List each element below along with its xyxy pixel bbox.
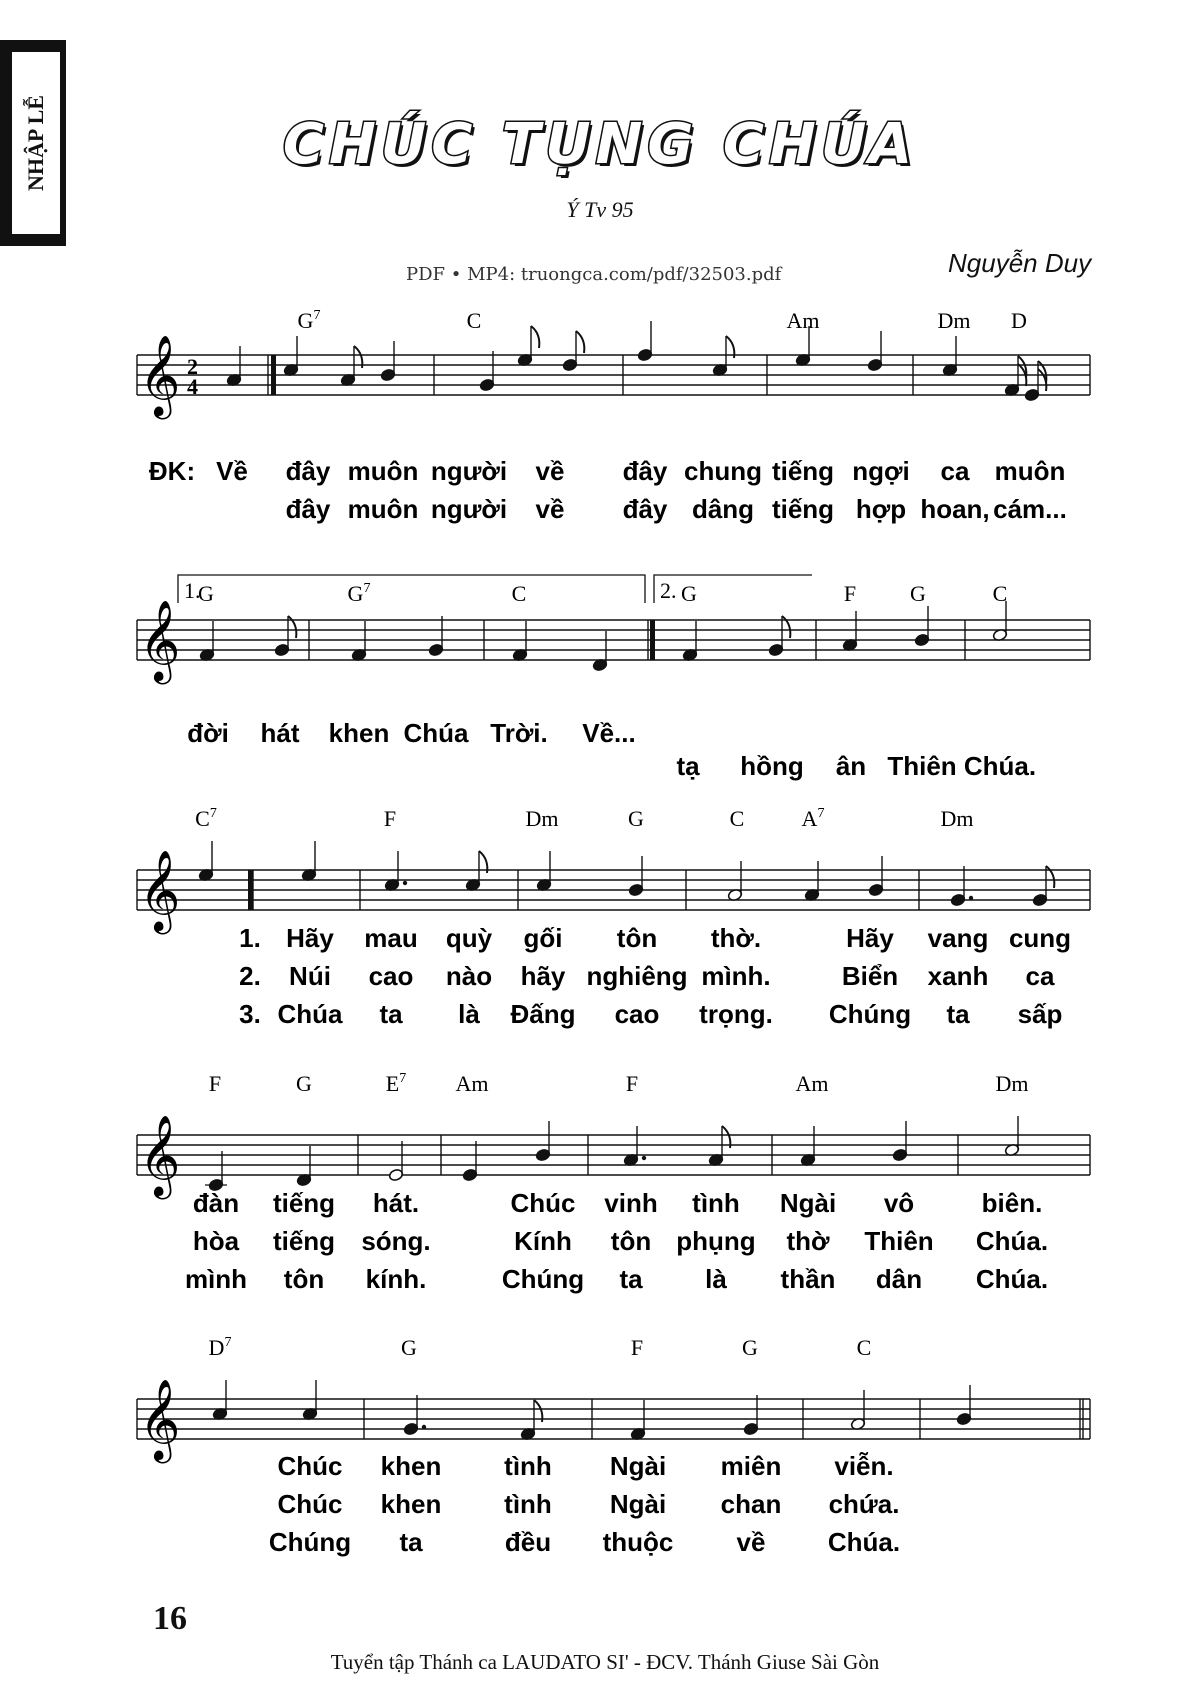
chord-root: G bbox=[910, 581, 926, 606]
chord-symbol bbox=[941, 806, 974, 831]
lyric-syllable: Về bbox=[216, 456, 248, 486]
chord-root: G bbox=[628, 806, 644, 831]
lyric-syllable: Chúa. bbox=[975, 1226, 1049, 1256]
lyric-syllable: phụng bbox=[676, 1226, 756, 1256]
lyric-syllable: khen bbox=[328, 718, 390, 748]
lyric-syllable: Chúa. bbox=[963, 751, 1037, 781]
lyric-syllable: trọng. bbox=[699, 999, 773, 1029]
lyric-syllable: đây bbox=[285, 456, 331, 486]
chord-root: D bbox=[1011, 308, 1027, 333]
chord-root: Am bbox=[795, 1071, 829, 1096]
chord-root: C bbox=[729, 806, 745, 831]
lyric-syllable: tiếng bbox=[272, 1226, 336, 1256]
lyric-syllable: cám... bbox=[993, 494, 1067, 524]
lyric-syllable: hoan, bbox=[920, 494, 990, 524]
song-subtitle: Ý Tv 95 bbox=[566, 197, 634, 222]
lyric-syllable: Kính bbox=[514, 1226, 572, 1256]
chord-symbol bbox=[681, 581, 697, 606]
chord-root: G bbox=[681, 581, 697, 606]
note-flag bbox=[531, 326, 539, 348]
lyric-syllable: chan bbox=[720, 1489, 782, 1519]
chord-extension: 7 bbox=[313, 308, 321, 323]
lyric-syllable: Chúc bbox=[277, 1451, 343, 1481]
lyric-syllable: Thiên bbox=[864, 1226, 934, 1256]
lyric-syllable: ĐK: bbox=[148, 456, 196, 486]
lyric-syllable: về bbox=[535, 494, 565, 524]
lyric-syllable: vô bbox=[883, 1188, 915, 1218]
chord-symbol bbox=[802, 806, 825, 831]
chord-symbol bbox=[512, 581, 527, 606]
chord-root: Dm bbox=[937, 308, 971, 333]
chord-root: Dm bbox=[525, 806, 559, 831]
lyric-syllable: vinh bbox=[604, 1188, 658, 1218]
lyric-syllable: muôn bbox=[347, 494, 419, 524]
lyric-syllable: muôn bbox=[347, 456, 419, 486]
lyric-syllable: Núi bbox=[289, 961, 331, 991]
chord-root: Am bbox=[786, 308, 820, 333]
treble-clef-icon: 𝄞 bbox=[139, 1378, 181, 1460]
system-4 bbox=[137, 1071, 1090, 1294]
lyric-syllable: Chúng bbox=[828, 999, 912, 1029]
chord-root: G bbox=[347, 581, 364, 606]
lyric-syllable: đều bbox=[504, 1527, 552, 1557]
chord-symbol bbox=[401, 1335, 417, 1360]
chord-symbol bbox=[296, 1071, 312, 1096]
footer-text: Tuyển tập Thánh ca LAUDATO SI' - ĐCV. Thánh Giuse Sài Gòn bbox=[330, 1650, 880, 1674]
lyric-syllable: tình bbox=[504, 1451, 552, 1481]
chord-symbol bbox=[467, 308, 482, 333]
chord-symbol bbox=[938, 308, 971, 333]
note-flag bbox=[576, 331, 584, 353]
lyric-syllable: hát. bbox=[372, 1188, 420, 1218]
chord-symbol bbox=[626, 1071, 638, 1096]
lyric-syllable: mình. bbox=[701, 961, 771, 991]
lyric-syllable: miên bbox=[720, 1451, 782, 1481]
chord-root: C bbox=[466, 308, 482, 333]
chord-root: C bbox=[992, 581, 1008, 606]
section-tab-label: NHẬP LỄ bbox=[23, 95, 48, 191]
chord-root: F bbox=[625, 1071, 639, 1096]
lyric-syllable: quỳ bbox=[445, 923, 493, 953]
lyric-syllable: tôn bbox=[610, 1226, 652, 1256]
lyric-syllable: khen bbox=[380, 1451, 442, 1481]
treble-clef-icon: 𝄞 bbox=[139, 849, 181, 931]
chord-root: F bbox=[630, 1335, 644, 1360]
lyric-syllable: đàn bbox=[192, 1188, 240, 1218]
lyric-syllable: cao bbox=[368, 961, 414, 991]
lyric-syllable: Chúc bbox=[277, 1489, 343, 1519]
lyric-syllable: xanh bbox=[927, 961, 989, 991]
lyric-syllable: 1. bbox=[239, 923, 261, 953]
lyric-syllable: tạ bbox=[676, 751, 700, 781]
lyric-syllable: ngợi bbox=[852, 456, 910, 486]
chord-symbol bbox=[796, 1071, 829, 1096]
lyric-syllable: Đấng bbox=[510, 999, 576, 1029]
lyric-syllable: Chúa bbox=[277, 999, 343, 1029]
lyric-syllable: khen bbox=[380, 1489, 442, 1519]
lyric-syllable: 3. bbox=[239, 999, 261, 1029]
chord-root: Am bbox=[455, 1071, 489, 1096]
lyric-syllable: về bbox=[535, 456, 565, 486]
chord-root: G bbox=[296, 1071, 312, 1096]
chord-root: G bbox=[401, 1335, 417, 1360]
lyric-syllable: Trời. bbox=[490, 718, 548, 748]
lyric-syllable: tiếng bbox=[771, 494, 835, 524]
chord-root: G bbox=[297, 308, 314, 333]
time-sig-bottom: 4 bbox=[187, 374, 198, 399]
chord-root: C bbox=[195, 806, 210, 831]
lyric-syllable: về bbox=[736, 1527, 766, 1557]
lyric-syllable: chứa. bbox=[828, 1489, 900, 1519]
chord-symbol bbox=[993, 581, 1008, 606]
lyric-syllable: tôn bbox=[283, 1264, 325, 1294]
chord-root: G bbox=[742, 1335, 758, 1360]
lyric-syllable: tình bbox=[692, 1188, 740, 1218]
volta-label-2: 2. bbox=[660, 578, 677, 603]
chord-symbol bbox=[857, 1335, 872, 1360]
lyric-syllable: Về... bbox=[582, 718, 636, 748]
lyric-syllable: nào bbox=[445, 961, 493, 991]
lyric-syllable: gối bbox=[523, 923, 563, 953]
lyric-syllable: Biển bbox=[841, 961, 899, 991]
chord-symbol bbox=[209, 1071, 221, 1096]
lyric-syllable: nghiêng bbox=[586, 961, 688, 991]
chord-symbol bbox=[384, 806, 396, 831]
chord-extension: 7 bbox=[363, 581, 371, 596]
lyric-syllable: tình bbox=[504, 1489, 552, 1519]
chord-symbol bbox=[787, 308, 820, 333]
chord-symbol bbox=[628, 806, 644, 831]
chord-symbol bbox=[209, 1335, 232, 1360]
lyric-syllable: mau bbox=[364, 923, 418, 953]
lyric-syllable: vang bbox=[927, 923, 989, 953]
time-sig-top: 2 bbox=[187, 354, 198, 379]
repeat-barline bbox=[271, 355, 276, 395]
note-dot bbox=[969, 896, 973, 900]
lyric-syllable: ân bbox=[835, 751, 867, 781]
chord-symbol bbox=[844, 581, 856, 606]
lyric-syllable: Hãy bbox=[286, 923, 334, 953]
chord-root: D bbox=[208, 1335, 225, 1360]
chord-symbol bbox=[526, 806, 559, 831]
lyric-syllable: sấp bbox=[1017, 999, 1063, 1029]
lyric-syllable: tiếng bbox=[272, 1188, 336, 1218]
lyric-syllable: đây bbox=[622, 456, 668, 486]
lyric-syllable: dân bbox=[875, 1264, 923, 1294]
lyric-syllable: Ngài bbox=[779, 1188, 837, 1218]
lyric-syllable: đời bbox=[187, 718, 229, 748]
lyric-syllable: Chúa bbox=[403, 718, 469, 748]
lyric-syllable: biên. bbox=[981, 1188, 1043, 1218]
lyric-syllable: mình bbox=[184, 1264, 248, 1294]
lyric-syllable: người bbox=[430, 494, 508, 524]
chord-symbol bbox=[742, 1335, 758, 1360]
lyric-syllable: cung bbox=[1008, 923, 1072, 953]
lyric-syllable: cao bbox=[614, 999, 660, 1029]
chord-symbol bbox=[195, 806, 217, 831]
lyric-syllable: dâng bbox=[691, 494, 755, 524]
chord-symbol bbox=[348, 581, 371, 606]
chord-symbol bbox=[1011, 308, 1027, 333]
repeat-barline bbox=[650, 620, 655, 660]
lyric-syllable: Thiên bbox=[887, 751, 957, 781]
chord-extension: 7 bbox=[399, 1071, 407, 1086]
lyric-syllable: Hãy bbox=[846, 923, 894, 953]
lyric-syllable: ta bbox=[379, 999, 403, 1029]
lyric-syllable: thần bbox=[780, 1264, 836, 1294]
chord-symbol bbox=[198, 581, 214, 606]
lyric-syllable: ca bbox=[1025, 961, 1055, 991]
note-dot bbox=[642, 1156, 646, 1160]
chord-symbol bbox=[456, 1071, 489, 1096]
lyric-syllable: muôn bbox=[994, 456, 1066, 486]
lyric-syllable: kính. bbox=[365, 1264, 427, 1294]
chord-root: G bbox=[198, 581, 214, 606]
chord-extension: 7 bbox=[224, 1335, 232, 1350]
chord-root: A bbox=[801, 806, 818, 831]
lyric-syllable: tôn bbox=[616, 923, 658, 953]
system-5 bbox=[137, 1335, 1090, 1557]
lyric-syllable: Ngài bbox=[609, 1451, 667, 1481]
system-2 bbox=[137, 575, 1090, 781]
lyric-syllable: là bbox=[705, 1264, 727, 1294]
lyric-syllable: Chúng bbox=[268, 1527, 352, 1557]
lyric-syllable: Chúa. bbox=[975, 1264, 1049, 1294]
chord-root: Dm bbox=[940, 806, 974, 831]
chord-extension: 7 bbox=[817, 806, 825, 821]
chord-symbol bbox=[730, 806, 745, 831]
chord-root: C bbox=[856, 1335, 872, 1360]
lyric-syllable: hãy bbox=[520, 961, 566, 991]
chord-root: F bbox=[208, 1071, 222, 1096]
repeat-barline bbox=[248, 870, 253, 910]
system-3 bbox=[137, 806, 1090, 1029]
lyric-syllable: người bbox=[430, 456, 508, 486]
lyric-syllable: tiếng bbox=[771, 456, 835, 486]
chord-root: F bbox=[383, 806, 397, 831]
composer-name: Nguyễn Duy bbox=[948, 248, 1092, 278]
lyric-syllable: là bbox=[458, 999, 480, 1029]
chord-symbol bbox=[910, 581, 926, 606]
lyric-syllable: thuộc bbox=[602, 1527, 674, 1557]
chord-root: Dm bbox=[995, 1071, 1029, 1096]
chord-symbol bbox=[298, 308, 321, 333]
lyric-syllable: đây bbox=[285, 494, 331, 524]
lyric-syllable: viễn. bbox=[834, 1451, 894, 1481]
lyric-syllable: 2. bbox=[239, 961, 261, 991]
lyric-syllable: hồng bbox=[740, 751, 804, 781]
lyric-syllable: ta bbox=[619, 1264, 643, 1294]
lyric-syllable: hòa bbox=[192, 1226, 240, 1256]
chord-root: F bbox=[843, 581, 857, 606]
lyric-syllable: thờ. bbox=[710, 923, 762, 953]
lyric-syllable: Ngài bbox=[609, 1489, 667, 1519]
treble-clef-icon: 𝄞 bbox=[139, 334, 181, 416]
treble-clef-icon: 𝄞 bbox=[139, 599, 181, 681]
song-title: CHÚC TỤNG CHÚA bbox=[282, 112, 918, 177]
volta-bracket-1 bbox=[178, 575, 645, 603]
system-1 bbox=[137, 308, 1090, 524]
lyric-syllable: ta bbox=[399, 1527, 423, 1557]
lyric-syllable: Chúa. bbox=[827, 1527, 901, 1557]
note-dot bbox=[403, 881, 407, 885]
lyric-syllable: thờ bbox=[786, 1226, 830, 1256]
treble-clef-icon: 𝄞 bbox=[139, 1114, 181, 1196]
lyric-syllable: đây bbox=[622, 494, 668, 524]
lyric-syllable: Chúc bbox=[510, 1188, 576, 1218]
lyric-syllable: chung bbox=[684, 456, 762, 486]
lyric-syllable: sóng. bbox=[361, 1226, 431, 1256]
chord-extension: 7 bbox=[209, 806, 217, 821]
lyric-syllable: Chúng bbox=[501, 1264, 585, 1294]
chord-root: C bbox=[511, 581, 527, 606]
chord-symbol bbox=[631, 1335, 643, 1360]
lyric-syllable: hát bbox=[260, 718, 300, 748]
volta-bracket-2 bbox=[654, 575, 812, 603]
lyric-syllable: hợp bbox=[855, 494, 907, 524]
lyric-syllable: ta bbox=[946, 999, 970, 1029]
note-dot bbox=[422, 1425, 426, 1429]
chord-symbol bbox=[996, 1071, 1029, 1096]
volta-label-1: 1. bbox=[184, 578, 201, 603]
lyric-syllable: ca bbox=[940, 456, 970, 486]
source-link[interactable]: PDF • MP4: truongca.com/pdf/32503.pdf bbox=[406, 264, 782, 285]
page-number: 16 bbox=[153, 1600, 187, 1637]
chord-root: E bbox=[385, 1071, 400, 1096]
chord-symbol bbox=[386, 1071, 406, 1096]
